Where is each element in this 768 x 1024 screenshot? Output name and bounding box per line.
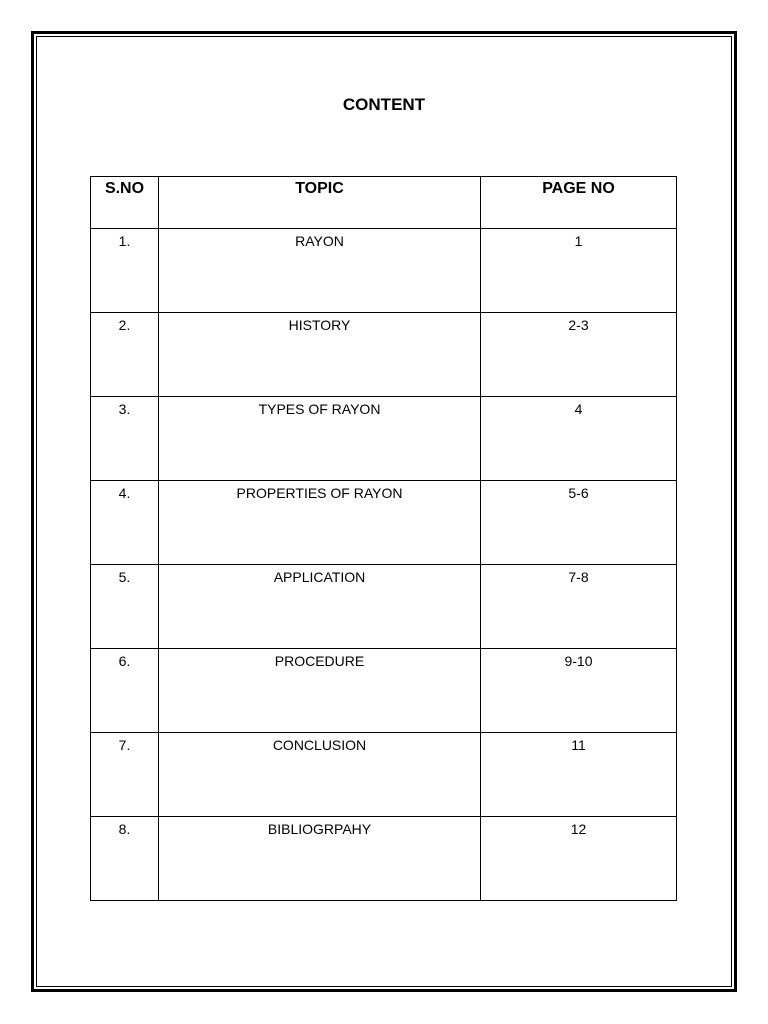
header-sno: S.NO [91, 177, 159, 229]
cell-topic: PROPERTIES OF RAYON [159, 481, 481, 565]
cell-sno: 8. [91, 817, 159, 901]
cell-sno: 7. [91, 733, 159, 817]
header-page: PAGE NO [481, 177, 677, 229]
cell-page: 7-8 [481, 565, 677, 649]
table-row [91, 397, 677, 481]
table-row [91, 565, 677, 649]
cell-page: 5-6 [481, 481, 677, 565]
table-row [91, 817, 677, 901]
cell-page: 12 [481, 817, 677, 901]
page-title: CONTENT [342, 95, 426, 114]
cell-topic: APPLICATION [159, 565, 481, 649]
cell-topic: CONCLUSION [159, 733, 481, 817]
cell-sno: 4. [91, 481, 159, 565]
cell-topic: RAYON [159, 229, 481, 313]
cell-page: 9-10 [481, 649, 677, 733]
cell-sno: 3. [91, 397, 159, 481]
cell-topic: HISTORY [159, 313, 481, 397]
cell-topic: PROCEDURE [159, 649, 481, 733]
cell-page: 11 [481, 733, 677, 817]
table-row [91, 733, 677, 817]
cell-sno: 2. [91, 313, 159, 397]
cell-page: 4 [481, 397, 677, 481]
table-row [91, 481, 677, 565]
cell-page: 2-3 [481, 313, 677, 397]
cell-sno: 6. [91, 649, 159, 733]
table-row [91, 649, 677, 733]
table-row [91, 229, 677, 313]
cell-sno: 1. [91, 229, 159, 313]
cell-topic: BIBLIOGRPAHY [159, 817, 481, 901]
table-row [91, 313, 677, 397]
cell-topic: TYPES OF RAYON [159, 397, 481, 481]
cell-sno: 5. [91, 565, 159, 649]
header-topic: TOPIC [159, 177, 481, 229]
cell-page: 1 [481, 229, 677, 313]
table-header-row [91, 177, 677, 229]
contents-table [90, 176, 677, 901]
